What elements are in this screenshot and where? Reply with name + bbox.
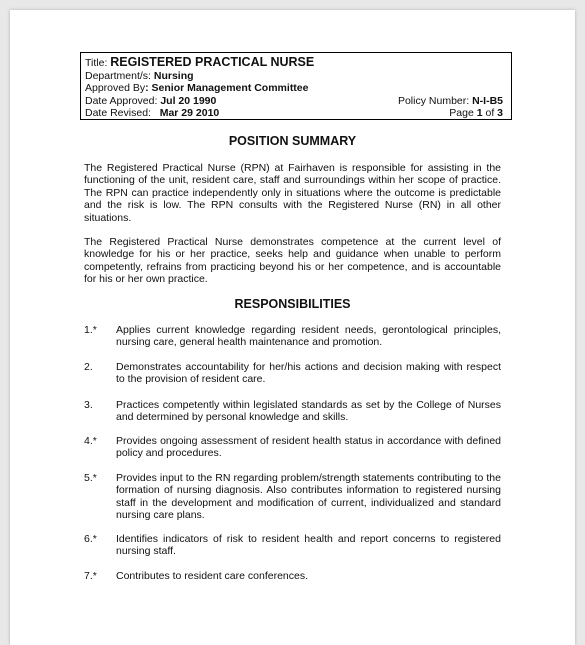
responsibility-item — [84, 570, 501, 582]
department-row — [85, 70, 507, 83]
date-revised-label: Date Revised: — [85, 107, 160, 119]
title-row — [85, 56, 507, 70]
responsibility-number: 7.* — [84, 570, 97, 582]
responsibility-item — [84, 472, 501, 522]
policy-header-box — [80, 52, 512, 120]
responsibility-text: Provides ongoing assessment of resident health status in accordance with defined policy and procedures. — [116, 435, 501, 460]
date-approved-label: Date Approved: — [85, 94, 161, 107]
page-current: 1 — [476, 107, 483, 119]
date-approved-value: Jul 20 1990 — [160, 94, 217, 107]
summary-paragraph-2: The Registered Practical Nurse demonstrates competence at the current level of knowledge for his or her practice, seeks help and guidance when unable to perform competently, refrains from practicing beyond his or her competence, and is accountable for his or her own practice. — [84, 236, 501, 286]
responsibility-text: Demonstrates accountability for her/his actions and decision making with respect to the provision of resident care. — [116, 361, 501, 386]
responsibility-item — [84, 399, 501, 424]
responsibility-text: Applies current knowledge regarding resident needs, gerontological principles, nursing care, general health maintenance and promotion. — [116, 324, 501, 349]
responsibility-number: 4.* — [84, 435, 97, 447]
department-value: Nursing — [153, 69, 194, 82]
responsibilities-heading: RESPONSIBILITIES — [234, 297, 351, 311]
responsibility-text: Identifies indicators of risk to resident health and report concerns to registered nursing staff. — [116, 533, 501, 558]
responsibility-number: 2. — [84, 361, 93, 373]
responsibility-text: Practices competently within legislated standards as set by the College of Nurses and determined by personal knowledge and skills. — [116, 399, 501, 424]
approved-by-label: Approved By — [85, 82, 146, 94]
date-revised-value: Mar 29 2010 — [159, 107, 220, 119]
policy-title: REGISTERED PRACTICAL NURSE — [110, 55, 315, 69]
department-label: Department/s: — [85, 69, 154, 82]
responsibility-text: Provides input to the RN regarding problem/strength statements contributing to the formation of nursing diagnosis. Also contributes information to registered nursing staff in the development and modification of current, individualized and standard nursing care plans. — [116, 472, 501, 522]
responsibility-text: Contributes to resident care conferences. — [116, 570, 309, 582]
responsibility-number: 5.* — [84, 472, 97, 484]
date-revised-row — [85, 107, 507, 120]
responsibility-item — [84, 533, 501, 558]
position-summary-heading: POSITION SUMMARY — [228, 134, 357, 148]
responsibility-number: 3. — [84, 399, 93, 411]
approved-by-value: : Senior Management Committee — [145, 82, 309, 94]
date-approved-row — [85, 95, 507, 108]
responsibility-number: 6.* — [84, 533, 97, 545]
document-page — [10, 10, 575, 645]
page-label: Page — [449, 107, 477, 119]
responsibility-item — [84, 361, 501, 386]
policy-number-label: Policy Number: — [397, 94, 473, 107]
title-label: Title: — [85, 57, 111, 69]
page-total: 3 — [497, 107, 503, 119]
responsibility-item — [84, 324, 501, 349]
responsibility-number: 1.* — [84, 324, 97, 336]
policy-number-value: N-I-B5 — [472, 94, 503, 107]
summary-paragraph-1: The Registered Practical Nurse (RPN) at Fairhaven is responsible for assisting in the functioning of the unit, resident care, staff and surroundings within her scope of practice. The RPN can practice independently only in situations where the outcome is predictable and the risk is low. The RPN consults with the Registered Nurse (RN) in all other situations. — [84, 162, 501, 224]
page-of: of — [482, 107, 498, 119]
approved-by-row — [85, 82, 507, 95]
responsibility-item — [84, 435, 501, 460]
